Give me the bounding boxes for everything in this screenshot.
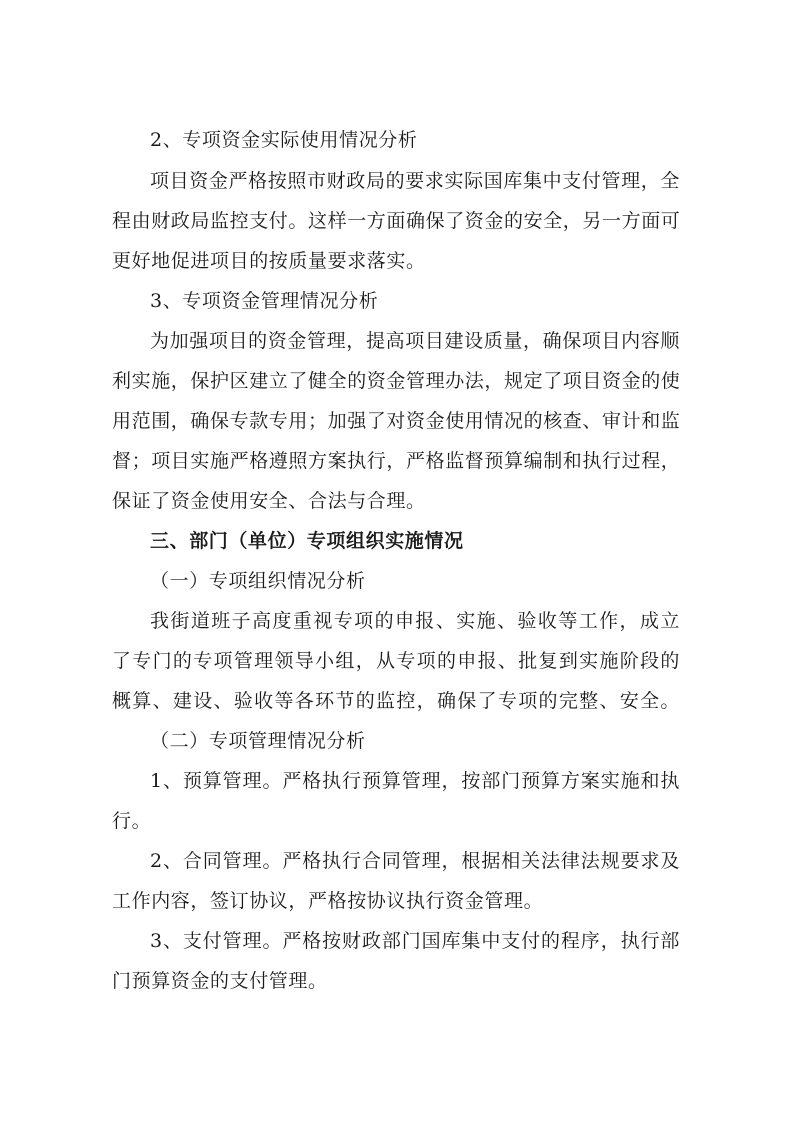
subheading-fund-management: 3、专项资金管理情况分析 [150, 290, 379, 312]
list-item-contract: 2、合同管理。严格执行合同管理，根据相关法律法规要求及 [150, 850, 680, 872]
subheading-fund-usage: 2、专项资金实际使用情况分析 [150, 129, 418, 151]
subsection-heading-organization: （一）专项组织情况分析 [150, 570, 366, 592]
paragraph-line: 用范围，确保专款专用；加强了对资金使用情况的核查、审计和监 [112, 410, 681, 432]
paragraph-line: 督；项目实施严格遵照方案执行，严格监督预算编制和执行过程， [112, 450, 681, 472]
section-heading: 三、部门（单位）专项组织实施情况 [150, 530, 464, 552]
paragraph-line: 保证了资金使用安全、合法与合理。 [112, 490, 426, 512]
list-item-budget: 1、预算管理。严格执行预算管理，按部门预算方案实施和执 [150, 770, 680, 792]
paragraph-line: 了专门的专项管理领导小组，从专项的申报、批复到实施阶段的 [112, 650, 680, 672]
paragraph-line: 我街道班子高度重视专项的申报、实施、验收等工作，成立 [150, 610, 680, 632]
list-item-payment: 3、支付管理。严格按财政部门国库集中支付的程序，执行部 [150, 930, 680, 952]
paragraph-line: 项目资金严格按照市财政局的要求实际国库集中支付管理，全 [150, 170, 680, 192]
list-item-contract-continued: 工作内容，签订协议，严格按协议执行资金管理。 [112, 890, 544, 912]
paragraph-line: 为加强项目的资金管理，提高项目建设质量，确保项目内容顺 [150, 330, 680, 352]
paragraph-line: 概算、建设、验收等各环节的监控，确保了专项的完整、安全。 [112, 690, 680, 712]
paragraph-line: 更好地促进项目的按质量要求落实。 [112, 250, 426, 272]
list-item-budget-continued: 行。 [112, 810, 152, 832]
paragraph-line: 程由财政局监控支付。这样一方面确保了资金的安全，另一方面可 [112, 210, 681, 232]
subsection-heading-management: （二）专项管理情况分析 [150, 730, 366, 752]
list-item-payment-continued: 门预算资金的支付管理。 [112, 970, 328, 992]
paragraph-line: 利实施，保护区建立了健全的资金管理办法，规定了项目资金的使 [112, 370, 681, 392]
